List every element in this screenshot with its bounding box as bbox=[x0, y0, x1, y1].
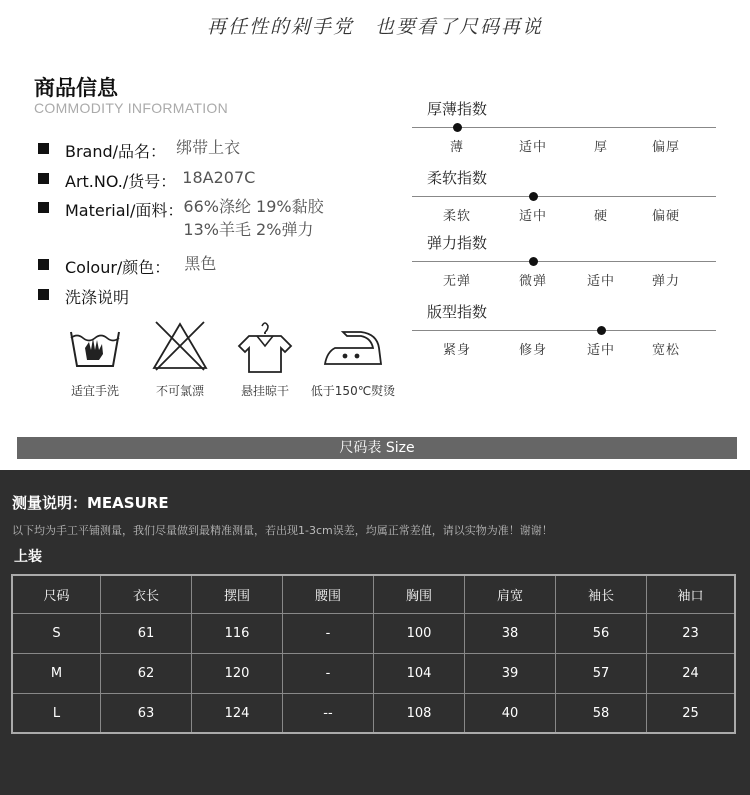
hang-dry-icon bbox=[235, 318, 295, 374]
care-label: 适宜手洗 bbox=[70, 384, 119, 398]
table-cell: 25 bbox=[682, 705, 699, 721]
index-title: 柔软指数 bbox=[427, 169, 488, 187]
index-title: 厚薄指数 bbox=[427, 100, 488, 118]
table-header-cell: 肩宽 bbox=[465, 576, 556, 614]
index-option: 偏硬 bbox=[651, 209, 680, 224]
info-subtitle: COMMODITY INFORMATION bbox=[34, 100, 228, 116]
colour-row bbox=[38, 255, 216, 278]
index-option: 硬 bbox=[593, 209, 608, 224]
size-table bbox=[11, 574, 736, 734]
index-option: 柔软 bbox=[442, 209, 471, 224]
bullet-square-icon bbox=[38, 143, 49, 154]
index-option: 薄 bbox=[449, 140, 464, 155]
index-option: 微弹 bbox=[518, 274, 547, 289]
table-cell: 56 bbox=[556, 614, 647, 654]
table-cell: 61 bbox=[101, 614, 192, 654]
index-option: 适中 bbox=[518, 140, 547, 155]
wash-row bbox=[38, 285, 129, 308]
index-marker bbox=[529, 192, 538, 201]
bullet-square-icon bbox=[38, 173, 49, 184]
wash-label: 洗涤说明 bbox=[65, 288, 130, 307]
index-scale-line bbox=[412, 196, 716, 197]
table-cell: 108 bbox=[374, 694, 465, 732]
table-cell: - bbox=[283, 614, 374, 654]
bullet-square-icon bbox=[38, 259, 49, 270]
index-marker bbox=[529, 257, 538, 266]
material-label: Material/面料： bbox=[65, 201, 184, 220]
index-marker bbox=[453, 123, 462, 132]
table-cell: 57 bbox=[556, 654, 647, 694]
care-iron bbox=[308, 318, 398, 399]
table-header-cell: 摆围 bbox=[192, 576, 283, 614]
table-cell: 23 bbox=[647, 614, 734, 654]
index-option: 宽松 bbox=[651, 343, 680, 358]
table-header-cell: 胸围 bbox=[374, 576, 465, 614]
info-title: 商品信息 bbox=[34, 76, 118, 100]
index-scale-line bbox=[412, 261, 716, 262]
table-cell: 62 bbox=[101, 654, 192, 694]
iron-icon bbox=[321, 318, 385, 374]
table-cell: 39 bbox=[465, 654, 556, 694]
brand-value: 绑带上衣 bbox=[176, 138, 241, 157]
care-label: 低于150℃熨烫 bbox=[310, 384, 396, 398]
table-cell: 104 bbox=[374, 654, 465, 694]
artno-row bbox=[38, 169, 255, 192]
index-option: 适中 bbox=[586, 274, 615, 289]
table-header-cell: 袖口 bbox=[647, 576, 734, 614]
table-cell: M bbox=[13, 654, 101, 694]
index-option: 紧身 bbox=[442, 343, 471, 358]
hand-wash-icon bbox=[65, 318, 125, 374]
colour-value: 黑色 bbox=[184, 254, 217, 273]
measure-section bbox=[0, 470, 750, 795]
measure-title: 测量说明：MEASURE bbox=[12, 494, 169, 512]
care-label: 不可氯漂 bbox=[155, 384, 204, 398]
index-option: 无弹 bbox=[442, 274, 471, 289]
no-bleach-icon bbox=[150, 318, 210, 374]
index-option: 适中 bbox=[518, 209, 547, 224]
material-value bbox=[183, 195, 323, 241]
table-header-cell: 衣长 bbox=[101, 576, 192, 614]
index-title: 弹力指数 bbox=[427, 234, 488, 252]
colour-label: Colour/颜色： bbox=[65, 258, 171, 277]
material-value-line-1: 66%涤纶 19%黏胶 bbox=[183, 197, 324, 216]
care-hand-wash bbox=[50, 318, 140, 399]
slogan: 再任性的剁手党 也要看了尺码再说 bbox=[206, 16, 543, 38]
material-value-line-2: 13%羊毛 2%弹力 bbox=[183, 220, 314, 239]
index-option: 修身 bbox=[518, 343, 547, 358]
index-option: 厚 bbox=[593, 140, 608, 155]
artno-label: Art.NO./货号： bbox=[65, 172, 177, 191]
table-cell: 100 bbox=[374, 614, 465, 654]
section-label: 上装 bbox=[14, 549, 42, 565]
bullet-square-icon bbox=[38, 202, 49, 213]
table-cell: -- bbox=[283, 694, 374, 732]
measure-desc: 以下均为手工平铺测量，我们尽量做到最精准测量，若出现1-3cm误差，均属正常差值，请以实物为准！谢谢！ bbox=[12, 524, 553, 537]
index-marker bbox=[597, 326, 606, 335]
material-row bbox=[38, 198, 324, 241]
index-scale-line bbox=[412, 330, 716, 331]
care-hang-dry bbox=[220, 318, 310, 399]
care-no-bleach bbox=[135, 318, 225, 399]
table-cell: 116 bbox=[192, 614, 283, 654]
size-bar: 尺码表 Size bbox=[17, 437, 737, 459]
brand-label: Brand/品名： bbox=[65, 142, 167, 161]
index-option: 适中 bbox=[586, 343, 615, 358]
table-cell: 40 bbox=[465, 694, 556, 732]
table-cell: 124 bbox=[192, 694, 283, 732]
table-header-cell: 腰围 bbox=[283, 576, 374, 614]
artno-value: 18A207C bbox=[182, 168, 256, 187]
care-label: 悬挂晾干 bbox=[240, 384, 289, 398]
table-cell: L bbox=[13, 694, 101, 732]
table-header-cell: 尺码 bbox=[13, 576, 101, 614]
table-cell: S bbox=[13, 614, 101, 654]
index-option: 弹力 bbox=[651, 274, 680, 289]
table-cell: 58 bbox=[556, 694, 647, 732]
index-title: 版型指数 bbox=[427, 303, 488, 321]
brand-row bbox=[38, 139, 240, 162]
table-header-cell: 袖长 bbox=[556, 576, 647, 614]
table-cell: 63 bbox=[101, 694, 192, 732]
table-cell: - bbox=[283, 654, 374, 694]
table-cell: 38 bbox=[465, 614, 556, 654]
table-cell: 120 bbox=[192, 654, 283, 694]
bullet-square-icon bbox=[38, 289, 49, 300]
index-option: 偏厚 bbox=[651, 140, 680, 155]
table-cell: 24 bbox=[647, 654, 734, 694]
